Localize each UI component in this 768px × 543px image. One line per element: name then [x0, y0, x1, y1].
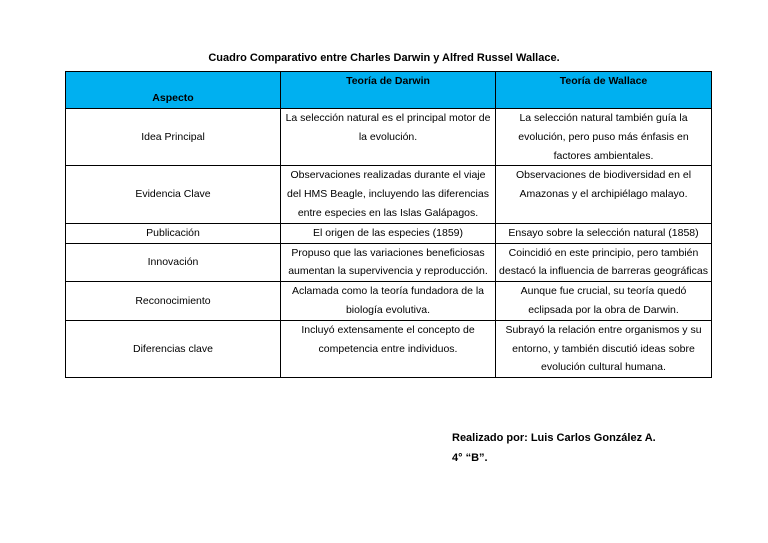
darwin-cell: El origen de las especies (1859) — [281, 223, 496, 243]
footer-signature — [452, 428, 656, 468]
wallace-cell: Coincidió en este principio, pero también destacó la influencia de barreras geográficas — [496, 243, 712, 282]
table-row — [66, 243, 712, 282]
wallace-cell: La selección natural también guía la evolución, pero puso más énfasis en factores ambientales. — [496, 109, 712, 166]
aspect-cell: Publicación — [66, 223, 281, 243]
header-wallace: Teoría de Wallace — [496, 72, 712, 109]
header-aspect: Aspecto — [66, 72, 281, 109]
aspect-cell: Reconocimiento — [66, 282, 281, 321]
aspect-cell: Innovación — [66, 243, 281, 282]
darwin-cell: Aclamada como la teoría fundadora de la biología evolutiva. — [281, 282, 496, 321]
darwin-cell: La selección natural es el principal motor de la evolución. — [281, 109, 496, 166]
darwin-cell: Observaciones realizadas durante el viaje del HMS Beagle, incluyendo las diferencias entre especies en las Islas Galápagos. — [281, 166, 496, 223]
author-line: Realizado por: Luis Carlos González A. — [452, 432, 656, 444]
aspect-cell: Evidencia Clave — [66, 166, 281, 223]
wallace-cell: Ensayo sobre la selección natural (1858) — [496, 223, 712, 243]
darwin-cell: Propuso que las variaciones beneficiosas aumentan la supervivencia y reproducción. — [281, 243, 496, 282]
comparison-table — [65, 71, 712, 378]
table-row — [66, 320, 712, 377]
table-row — [66, 223, 712, 243]
wallace-cell: Subrayó la relación entre organismos y su entorno, y también discutió ideas sobre evolución cultural humana. — [496, 320, 712, 377]
wallace-cell: Observaciones de biodiversidad en el Amazonas y el archipiélago malayo. — [496, 166, 712, 223]
table-row — [66, 282, 712, 321]
wallace-cell: Aunque fue crucial, su teoría quedó eclipsada por la obra de Darwin. — [496, 282, 712, 321]
aspect-cell: Idea Principal — [66, 109, 281, 166]
document-title: Cuadro Comparativo entre Charles Darwin y Alfred Russel Wallace. — [208, 52, 560, 64]
grade-line: 4° “B”. — [452, 452, 488, 464]
table-header-row — [66, 72, 712, 109]
header-darwin: Teoría de Darwin — [281, 72, 496, 109]
aspect-cell: Diferencias clave — [66, 320, 281, 377]
table-row — [66, 166, 712, 223]
darwin-cell: Incluyó extensamente el concepto de competencia entre individuos. — [281, 320, 496, 377]
table-row — [66, 109, 712, 166]
